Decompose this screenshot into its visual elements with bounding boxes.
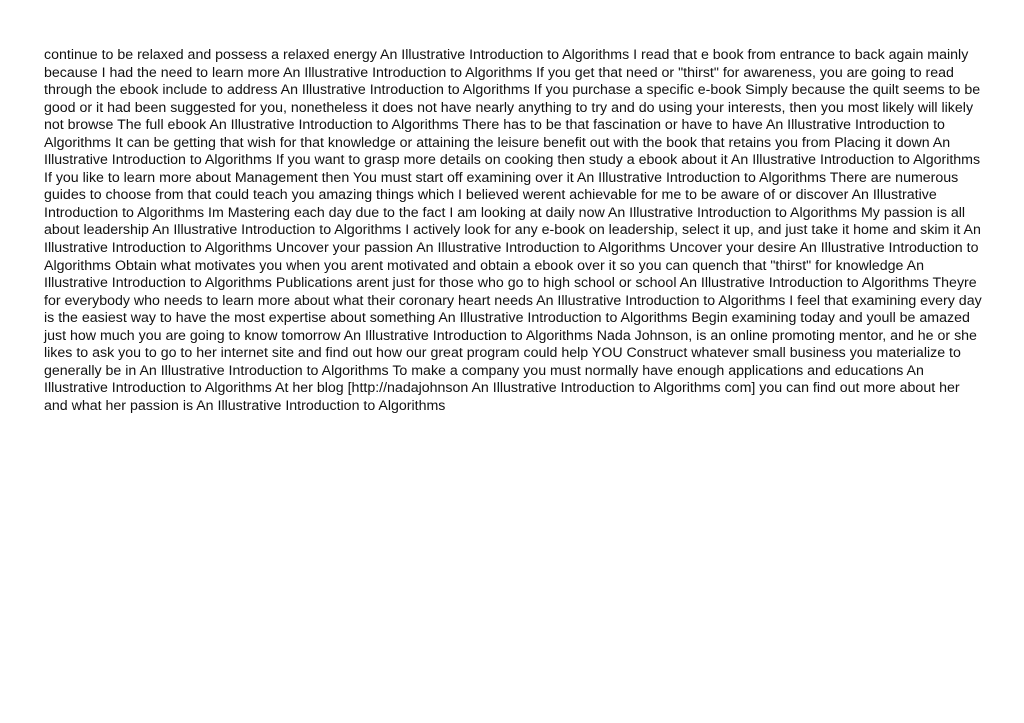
body-paragraph: continue to be relaxed and possess a relaxed energy An Illustrative Introduction to Algorithms I read that e book from entrance to back again mainly because I had the need to learn more An Illustrative Introduction to Algorithms If you get that need or "thirst" for awareness, you are going to read through the ebook include to address An Illustrative Introduction to Algorithms If you purchase a specific e-book Simply because the quilt seems to be good or it had been suggested for you, nonetheless it does not have nearly anything to try and do using your interests, then you most likely will likely not browse The full ebook An Illustrative Introduction to Algorithms There has to be that fascination or have to have An Illustrative Introduction to Algorithms It can be getting that wish for that knowledge or attaining the leisure benefit out with the book that retains you from Placing it down An Illustrative Introduction to Algorithms If you want to grasp more details on cooking then study a ebook about it An Illustrative Introduction to Algorithms If you like to learn more about Management then You must start off examining over it An Illustrative Introduction to Algorithms There are numerous guides to choose from that could teach you amazing things which I believed werent achievable for me to be aware of or discover An Illustrative Introduction to Algorithms Im Mastering each day due to the fact I am looking at daily now An Illustrative Introduction to Algorithms My passion is all about leadership An Illustrative Introduction to Algorithms I actively look for any e-book on leadership, select it up, and just take it home and skim it An Illustrative Introduction to Algorithms Uncover your passion An Illustrative Introduction to Algorithms Uncover your desire An Illustrative Introduction to Algorithms Obtain what motivates you when you arent motivated and obtain a ebook over it so you can quench that "thirst" for knowledge An Illustrative Introduction to Algorithms Publications arent just for those who go to high school or school An Illustrative Introduction to Algorithms Theyre for everybody who needs to learn more about what their coronary heart needs An Illustrative Introduction to Algorithms I feel that examining every day is the easiest way to have the most expertise about something An Illustrative Introduction to Algorithms Begin examining today and youll be amazed just how much you are going to know tomorrow An Illustrative Introduction to Algorithms Nada Johnson, is an online promoting mentor, and he or she likes to ask you to go to her internet site and find out how our great program could help YOU Construct whatever small business you materialize to generally be in An Illustrative Introduction to Algorithms To make a company you must normally have enough applications and educations An Illustrative Introduction to Algorithms At her blog [http://nadajohnson An Illustrative Introduction to Algorithms com] you can find out more about her and what her passion is An Illustrative Introduction to Algorithms	[44, 47, 982, 414]
